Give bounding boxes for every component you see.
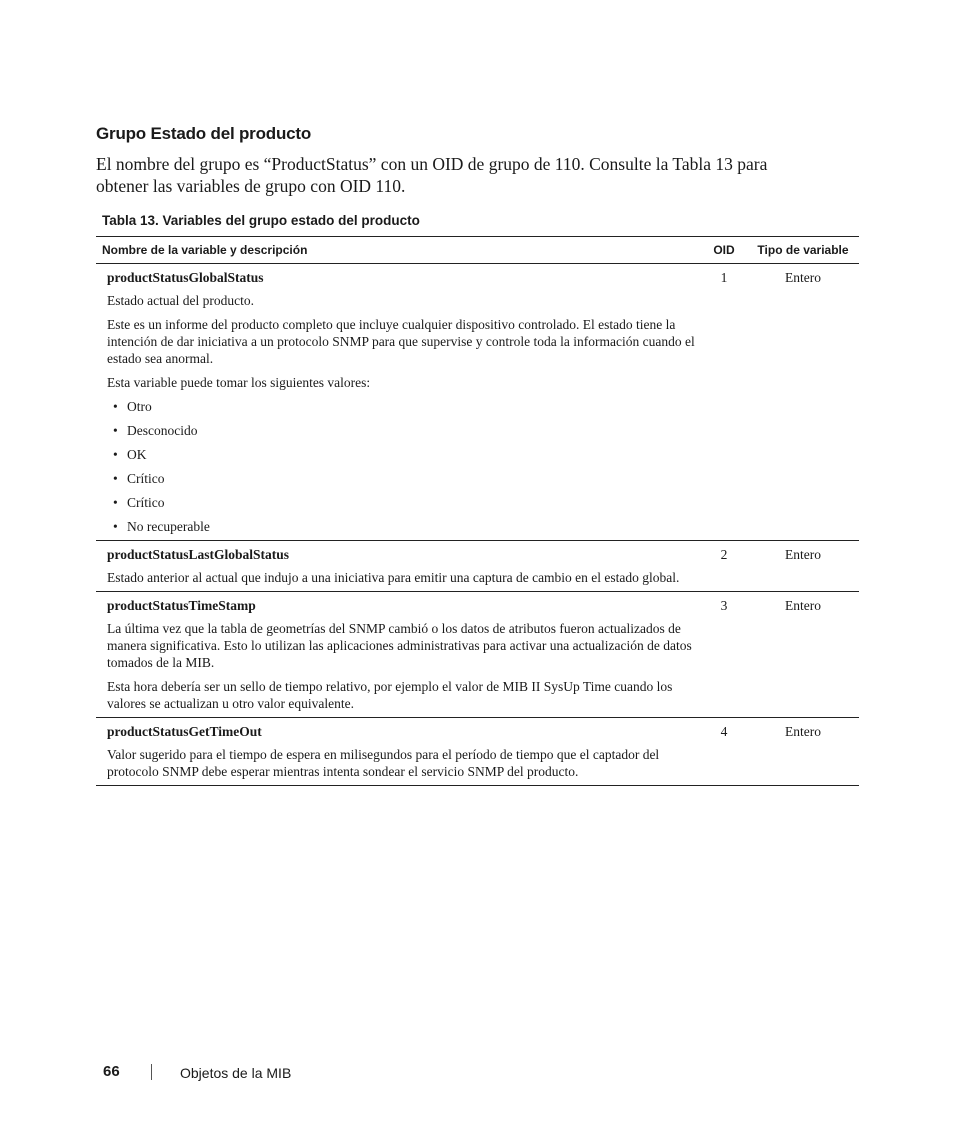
list-item [113, 398, 695, 415]
value-label: Desconocido [127, 423, 198, 438]
list-item [113, 494, 695, 511]
bullet-icon: • [113, 423, 118, 438]
oid-cell: 4 [701, 718, 747, 786]
type-cell: Entero [747, 264, 859, 541]
description: Estado actual del producto. [107, 293, 254, 308]
oid-cell: 1 [701, 264, 747, 541]
bullet-icon: • [113, 399, 118, 414]
section-title: Grupo Estado del producto [96, 124, 312, 143]
header-oid: OID [701, 237, 747, 264]
page-number: 66 [103, 1063, 120, 1080]
bullet-icon: • [113, 447, 118, 462]
description: Valor sugerido para el tiempo de espera en milisegundos para el período de tiempo que el captador del protocolo SNMP debe esperar mientras intenta sondear el servicio SNMP del producto. [107, 747, 660, 779]
variable-cell [96, 541, 701, 592]
chapter-title: Objetos de la MIB [180, 1065, 292, 1081]
description: Estado anterior al actual que indujo a una iniciativa para emitir una captura de cambio en el estado global. [107, 570, 680, 585]
variable-cell [96, 264, 701, 541]
table-row [96, 541, 859, 592]
variable-cell [96, 718, 701, 786]
variable-name: productStatusLastGlobalStatus [107, 547, 290, 562]
table-row [96, 718, 859, 786]
intro-line: obtener las variables de grupo con OID 110. [96, 176, 406, 196]
table-caption: Tabla 13. Variables del grupo estado del producto [102, 213, 420, 228]
intro-paragraph [96, 153, 836, 197]
intro-line: El nombre del grupo es “ProductStatus” con un OID de grupo de 110. Consulte la Tabla 13 para [96, 154, 768, 174]
value-label: No recuperable [127, 519, 210, 534]
bullet-icon: • [113, 495, 118, 510]
bullet-icon: • [113, 471, 118, 486]
value-label: OK [127, 447, 147, 462]
header-type: Tipo de variable [747, 237, 859, 264]
oid-cell: 3 [701, 592, 747, 718]
bullet-icon: • [113, 519, 118, 534]
list-item [113, 446, 695, 463]
table-row [96, 592, 859, 718]
description: La última vez que la tabla de geometrías del SNMP cambió o los datos de atributos fueron actualizados de manera significativa. Esto lo utilizan las aplicaciones administrativas para activar una actualización de datos tomados de la MIB. [107, 621, 692, 670]
variables-table [96, 236, 859, 786]
variable-cell [96, 592, 701, 718]
description: Esta variable puede tomar los siguientes valores: [107, 375, 371, 390]
type-cell: Entero [747, 718, 859, 786]
footer-divider [151, 1064, 152, 1080]
value-label: Crítico [127, 495, 165, 510]
description: Esta hora debería ser un sello de tiempo relativo, por ejemplo el valor de MIB II SysUp Time cuando los valores se actualizan u otro valor equivalente. [107, 679, 673, 711]
variable-name: productStatusGlobalStatus [107, 270, 264, 285]
list-item [113, 518, 695, 535]
description: Este es un informe del producto completo que incluye cualquier dispositivo controlado. El estado tiene la intención de dar iniciativa a un protocolo SNMP para que supervise y controle toda la información cuando el estado sea anormal. [107, 317, 695, 366]
table-header-row [96, 237, 859, 264]
oid-cell: 2 [701, 541, 747, 592]
table-row [96, 264, 859, 541]
value-label: Crítico [127, 471, 165, 486]
value-label: Otro [127, 399, 152, 414]
type-cell: Entero [747, 592, 859, 718]
type-cell: Entero [747, 541, 859, 592]
variable-name: productStatusGetTimeOut [107, 724, 262, 739]
header-name: Nombre de la variable y descripción [96, 237, 701, 264]
list-item [113, 470, 695, 487]
list-item [113, 422, 695, 439]
value-list [107, 398, 695, 535]
variable-name: productStatusTimeStamp [107, 598, 256, 613]
